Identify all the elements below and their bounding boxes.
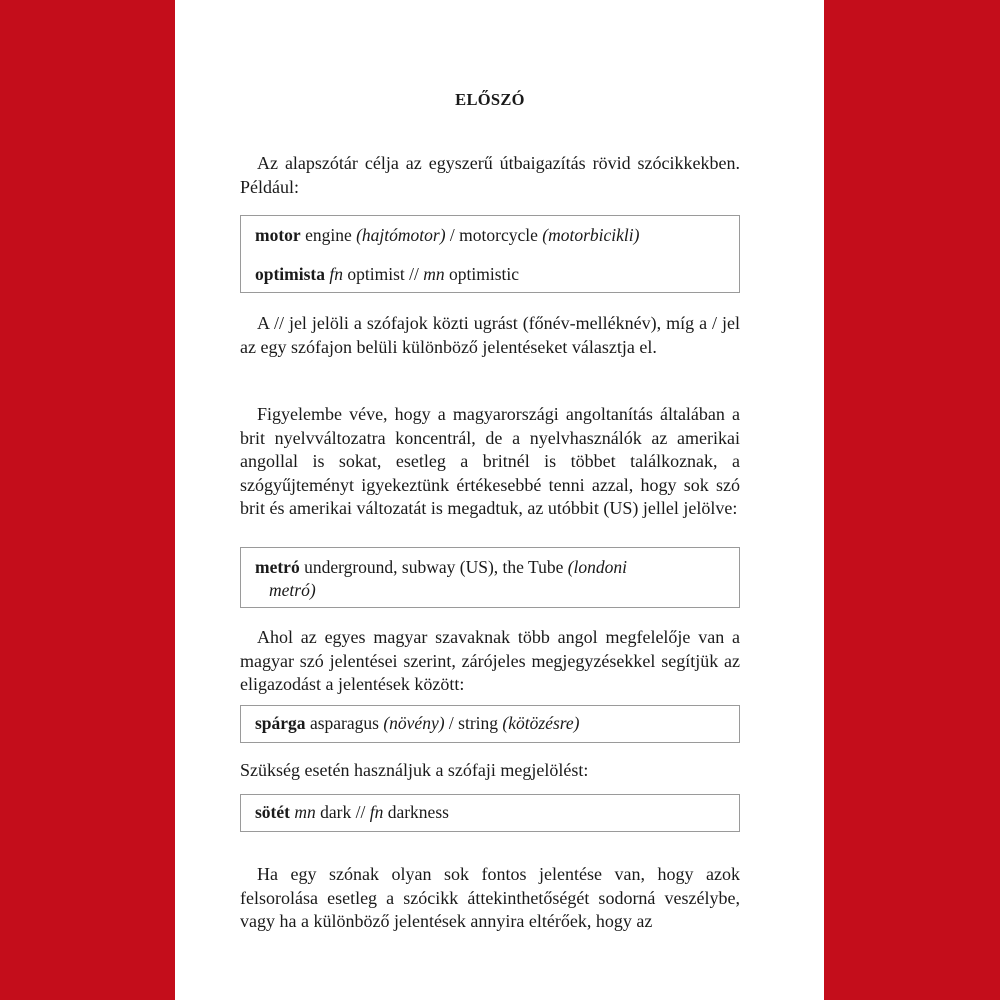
entry-metro: metró underground, subway (US), the Tube (londoni metró) [255,557,628,600]
paragraph-us-variants: Figyelembe véve, hogy a magyarországi angoltanítás általában a brit nyelvváltozatra koncentrál, de a nyelvhasználók az amerikai angollal is sokat, esetleg a britnél is többet találkoznak, a szógyűjteményt igyekeztünk értékesebbé tenni azzal, hogy sok szó brit és amerikai változatát is megadtuk, az utóbbit (US) jellel jelölve: [240,404,740,519]
entry-headword: metró [255,557,300,577]
entry-headword: optimista [255,264,325,284]
example-box-4 [240,794,740,832]
example-box-1 [240,215,740,293]
paragraph-word-class: Szükség esetén használjuk a szófaji megjelölést: [240,760,589,780]
entry-headword: spárga [255,713,306,733]
paragraph-multiple-meanings: Ahol az egyes magyar szavaknak több angol megfelelője van a magyar szó jelentései szerint, zárójeles megjegyzésekkel segítjük az eligazodást a jelentések között: [240,627,740,695]
entry-optimista: optimista fn optimist // mn optimistic [255,264,519,284]
example-box-3 [240,705,740,743]
paragraph-slashes: A // jel jelöli a szófajok közti ugrást (főnév-melléknév), míg a / jel az egy szófajon belüli különböző jelentéseket választja el. [240,313,740,357]
paragraph-many-meanings: Ha egy szónak olyan sok fontos jelentése van, hogy azok felsorolása esetleg a szócikk áttekinthetőségét sodorná veszélybe, vagy ha a különböző jelentések annyira eltérőek, hogy az [240,864,740,932]
entry-headword: motor [255,225,301,245]
entry-sparga: spárga asparagus (növény) / string (kötözésre) [255,713,580,733]
page-title: ELŐSZÓ [455,90,525,109]
entry-motor: motor engine (hajtómotor) / motorcycle (motorbicikli) [255,225,640,245]
example-box-2 [240,547,740,608]
entry-sotet: sötét mn dark // fn darkness [255,802,449,822]
paragraph-intro: Az alapszótár célja az egyszerű útbaigazítás rövid szócikkekben. Például: [240,153,740,197]
page [175,0,824,1000]
entry-headword: sötét [255,802,290,822]
